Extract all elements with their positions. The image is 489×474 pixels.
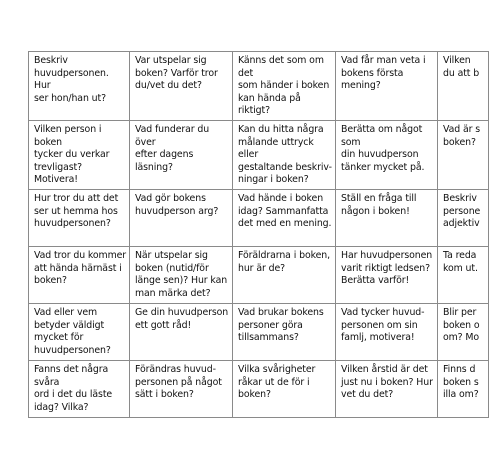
question-card: Föräldrarna i boken, hur är de? <box>233 246 336 303</box>
question-card: Känns det som om det som händer i boken kan hända på riktigt? <box>233 52 336 121</box>
grid-row <box>29 189 489 246</box>
question-card-cropped: Ta reda kom ut. <box>438 246 489 303</box>
grid-row <box>29 52 489 121</box>
question-card: Vilken årstid är det just nu i boken? Hur vet du det? <box>336 360 438 417</box>
question-card: Fanns det några svåra ord i det du läste idag? Vilka? <box>29 360 130 417</box>
question-card-cropped: Blir per boken o om? Mo <box>438 303 489 360</box>
question-card: Ge din huvudperson ett gott råd! <box>130 303 233 360</box>
question-card: Vilken person i boken tycker du verkar trevligast? Motivera! <box>29 120 130 189</box>
question-card: Vad brukar bokens personer göra tillsammans? <box>233 303 336 360</box>
question-card: Vad tror du kommer att hända härnäst i boken? <box>29 246 130 303</box>
question-card: Hur tror du att det ser ut hemma hos huvudpersonen? <box>29 189 130 246</box>
grid-row <box>29 246 489 303</box>
question-card: Berätta om något som din huvudperson tänker mycket på. <box>336 120 438 189</box>
question-card: Vilka svårigheter råkar ut de för i boken? <box>233 360 336 417</box>
question-card: Ställ en fråga till någon i boken! <box>336 189 438 246</box>
question-card: Vad hände i boken idag? Sammanfatta det med en mening. <box>233 189 336 246</box>
grid-row <box>29 120 489 189</box>
question-card: Vad funderar du över efter dagens läsning? <box>130 120 233 189</box>
question-card: Vad gör bokens huvudperson arg? <box>130 189 233 246</box>
question-card-cropped: Vilken du att b <box>438 52 489 121</box>
question-card: När utspelar sig boken (nutid/för länge sen)? Hur kan man märka det? <box>130 246 233 303</box>
question-card: Beskriv huvudpersonen. Hur ser hon/han ut? <box>29 52 130 121</box>
question-card: Kan du hitta några målande uttryck eller gestaltande beskriv- ningar i boken? <box>233 120 336 189</box>
question-card: Förändras huvud- personen på något sätt i boken? <box>130 360 233 417</box>
question-card-cropped: Finns d boken s illa om? <box>438 360 489 417</box>
grid-row <box>29 360 489 417</box>
question-card: Har huvudpersonen varit riktigt ledsen? Berätta varför! <box>336 246 438 303</box>
question-card: Vad får man veta i bokens första mening? <box>336 52 438 121</box>
question-card: Vad tycker huvud- personen om sin famlj, motivera! <box>336 303 438 360</box>
question-card: Var utspelar sig boken? Varför tror du/vet du det? <box>130 52 233 121</box>
question-card: Vad eller vem betyder väldigt mycket för huvudpersonen? <box>29 303 130 360</box>
grid-row <box>29 303 489 360</box>
question-card-cropped: Vad är s boken? <box>438 120 489 189</box>
question-card-grid <box>28 51 489 418</box>
question-card-cropped: Beskriv persone adjektiv <box>438 189 489 246</box>
